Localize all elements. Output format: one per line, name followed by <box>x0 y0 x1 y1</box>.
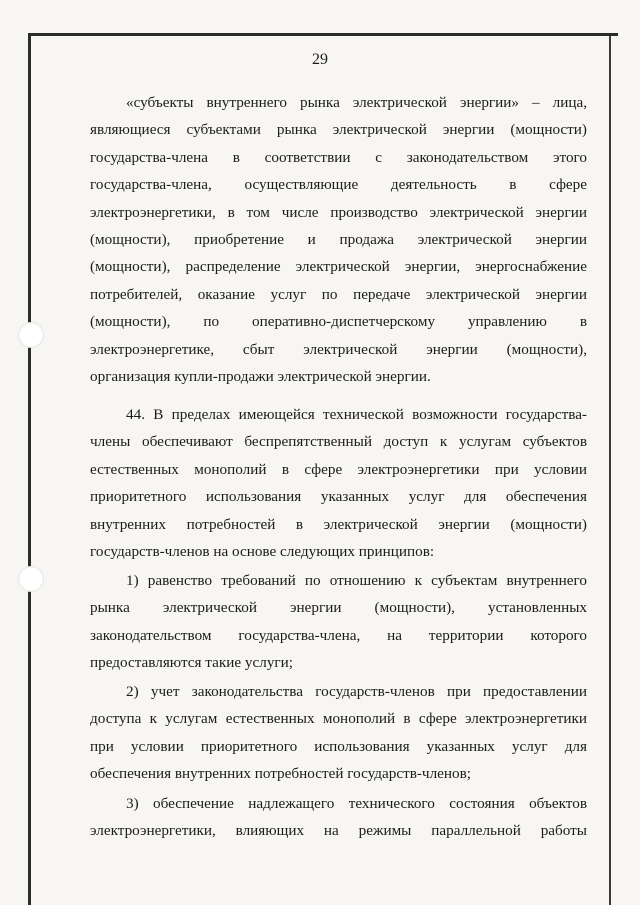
paragraph-principle-1 <box>90 567 587 677</box>
text-line: потребителей, оказание услуг по передаче электрической энергии <box>90 285 587 303</box>
text-line: приоритетного использования указанных услуг для обеспечения <box>90 488 587 506</box>
text-line: организация купли-продажи электрической энергии. <box>90 368 431 386</box>
scan-frame-left-border <box>28 33 31 905</box>
paragraph-clause-44 <box>90 401 587 565</box>
text-line: электроэнергетике, сбыт электрической энергии (мощности), <box>90 340 587 358</box>
page-number: 29 <box>312 51 328 68</box>
text-line: электроэнергетики, влияющих на режимы параллельной работы <box>90 822 587 840</box>
text-line: члены обеспечивают беспрепятственный доступ к услугам субъектов <box>90 433 587 451</box>
paragraph-principle-3 <box>90 790 587 845</box>
text-line: (мощности), приобретение и продажа электрической энергии <box>90 231 587 249</box>
text-line: государств-членов на основе следующих принципов: <box>90 543 435 561</box>
paragraph-definition-subjects <box>90 89 587 390</box>
punch-hole-upper <box>18 322 44 348</box>
text-line: «субъекты внутреннего рынка электрической энергии» – лица, <box>126 94 587 111</box>
text-line: электроэнергетики, в том числе производство электрической энергии <box>90 203 587 221</box>
text-line: предоставляются такие услуги; <box>90 654 293 672</box>
text-line: 2) учет законодательства государств-членов при предоставлении <box>126 683 587 700</box>
scan-frame-top-border <box>28 33 618 36</box>
text-line: (мощности), по оперативно-диспетчерскому управлению в <box>90 313 587 331</box>
text-line: рынка электрической энергии (мощности), установленных <box>90 599 587 617</box>
scan-frame-right-border <box>609 36 611 905</box>
text-line: 3) обеспечение надлежащего технического состояния объектов <box>126 795 587 812</box>
text-line: являющиеся субъектами рынка электрической энергии (мощности) <box>90 121 587 139</box>
text-line: внутренних потребностей в электрической энергии (мощности) <box>90 515 587 533</box>
text-line: доступа к услугам естественных монополий в сфере электроэнергетики <box>90 710 587 728</box>
text-line: законодательством государства-члена, на территории которого <box>90 626 587 644</box>
paragraph-principle-2 <box>90 678 587 788</box>
text-line: обеспечения внутренних потребностей государств-членов; <box>90 765 471 783</box>
text-line: 1) равенство требований по отношению к субъектам внутреннего <box>126 572 587 589</box>
text-line: естественных монополий в сфере электроэнергетики при условии <box>90 460 587 478</box>
text-line: государства-члена в соответствии с законодательством этого <box>90 148 587 166</box>
punch-hole-lower <box>18 566 44 592</box>
text-line: (мощности), распределение электрической энергии, энергоснабжение <box>90 258 587 276</box>
text-line: 44. В пределах имеющейся технической возможности государства- <box>126 406 587 423</box>
text-line: при условии приоритетного использования указанных услуг для <box>90 737 587 755</box>
text-line: государства-члена, осуществляющие деятельность в сфере <box>90 176 587 194</box>
